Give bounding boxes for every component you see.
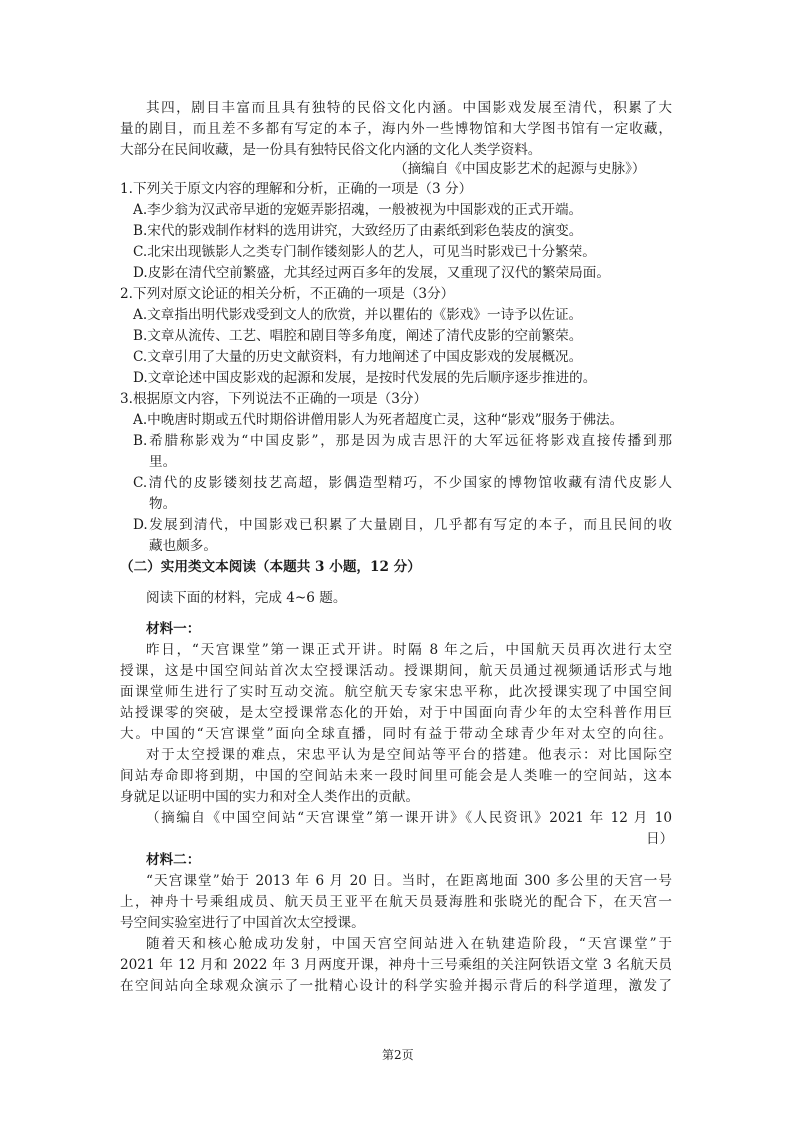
instruction-line: 阅读下面的材料，完成 4~6 题。 [146, 590, 347, 606]
text-line: 在空间站向全球观众演示了一批精心设计的科学实验并揭示背后的科学道理，激发了 [120, 978, 672, 994]
text-line: 随着天和核心舱成功发射，中国天宫空间站进入在轨建造阶段，“天宫课堂”于 [146, 936, 672, 952]
material-2-heading: 材料二： [146, 852, 201, 868]
question-2-option-a: A.文章指出明代影戏受到文人的欣赏，并以瞿佑的《影戏》一诗予以佐证。 [133, 307, 583, 323]
question-2-option-c: C.文章引用了大量的历史文献资料，有力地阐述了中国皮影戏的发展概况。 [133, 349, 583, 365]
text-line: 上，神舟十号乘组成员、航天员王亚平在航天员聂海胜和张晓光的配合下，在天宫一 [120, 894, 672, 910]
question-3-option-c-cont: 物。 [149, 496, 177, 512]
text-line: 号空间实验室进行了中国首次太空授课。 [120, 915, 365, 931]
question-3-option-d: D.发展到清代，中国影戏已积累了大量剧目，几乎都有写定的本子，而且民间的收 [133, 517, 672, 533]
text-line: 身就足以证明中国的实力和对全人类作出的贡献。 [120, 789, 420, 805]
question-2-option-b: B.文章从流传、工艺、唱腔和剧目等多角度，阐述了清代皮影的空前繁荣。 [133, 328, 583, 344]
question-3-option-c: C.清代的皮影镂刻技艺高超，影偶造型精巧，不少国家的博物馆收藏有清代皮影人 [133, 475, 672, 491]
text-line: 间站寿命即将到期，中国的空间站未来一段时间里可能会是人类唯一的空间站，这本 [120, 768, 672, 784]
material-1-heading: 材料一： [146, 621, 201, 637]
text-line: 面课堂师生进行了实时互动交流。航空航天专家宋忠平称，此次授课实现了中国空间 [120, 684, 672, 700]
question-1-option-b: B.宋代的影戏制作材料的选用讲究，大致经历了由素纸到彩色装皮的演变。 [133, 223, 583, 239]
page-number: 第2页 [382, 1048, 414, 1062]
text-line: 站授课零的突破，是太空授课常态化的开始，对于中国面向青少年的太空科普作用巨 [120, 705, 672, 721]
question-2-stem: 2.下列对原文论证的相关分析，不正确的一项是（3分） [120, 286, 455, 302]
text-line: 授课，这是中国空间站首次太空授课活动。授课期间，航天员通过视频通话形式与地 [120, 663, 672, 679]
source-citation-cont: 日） [646, 831, 674, 847]
question-3-option-b-cont: 里。 [149, 454, 177, 470]
question-3-option-b: B.希腊称影戏为“中国皮影”，那是因为成吉思汗的大军远征将影戏直接传播到那 [133, 433, 672, 449]
text-line: 大部分在民间收藏，是一份具有独特民俗文化内涵的文化人类学资料。 [120, 142, 542, 158]
text-line: 其四，剧目丰富而且具有独特的民俗文化内涵。中国影戏发展至清代，积累了大 [146, 100, 672, 116]
question-1-option-c: C.北宋出现镞影人之类专门制作镂刻影人的艺人，可见当时影戏已十分繁荣。 [133, 244, 596, 260]
question-3-stem: 3.根据原文内容，下列说法不正确的一项是（3分） [120, 391, 428, 407]
text-line: 量的剧目，而且差不多都有写定的本子，海内外一些博物馆和大学图书馆有一定收藏， [120, 121, 672, 137]
question-1-option-a: A.李少翁为汉武帝早逝的宠姬弄影招魂，一般被视为中国影戏的正式开端。 [133, 202, 583, 218]
section-heading: （二）实用类文本阅读（本题共 3 小题，12 分） [120, 559, 421, 575]
question-2-option-d: D.文章论述中国皮影戏的起源和发展，是按时代发展的先后顺序逐步推进的。 [133, 370, 597, 386]
text-line: “天宫课堂”始于 2013 年 6 月 20 日。当时，在距离地面 300 多公里的天宫一号 [146, 873, 672, 889]
question-1-stem: 1.下列关于原文内容的理解和分析，正确的一项是（3 分） [120, 181, 473, 197]
question-3-option-d-cont: 藏也颇多。 [149, 538, 217, 554]
text-line: 昨日，“天宫课堂”第一课正式开讲。时隔 8 年之后，中国航天员再次进行太空 [146, 642, 672, 658]
source-citation: （摘编自《中国空间站“天宫课堂”第一课开讲》《人民资讯》2021 年 12 月 10 [146, 810, 672, 826]
question-1-option-d: D.皮影在清代空前繁盛，尤其经过两百多年的发展，又重现了汉代的繁荣局面。 [133, 265, 610, 281]
text-line: 2021 年 12 月和 2022 年 3 月两度开课，神舟十三号乘组的关注阿铁语文堂 3 名航天员 [120, 957, 672, 973]
source-citation: （摘编自《中国皮影艺术的起源与史脉》） [394, 161, 646, 177]
text-line: 大。中国的“天宫课堂”面向全球直播，同时有益于带动全球青少年对太空的向往。 [120, 726, 672, 742]
text-line: 对于太空授课的难点，宋忠平认为是空间站等平台的搭建。他表示：对比国际空 [146, 747, 672, 763]
question-3-option-a: A.中晚唐时期或五代时期俗讲僧用影人为死者超度亡灵，这种“影戏”服务于佛法。 [133, 412, 624, 428]
